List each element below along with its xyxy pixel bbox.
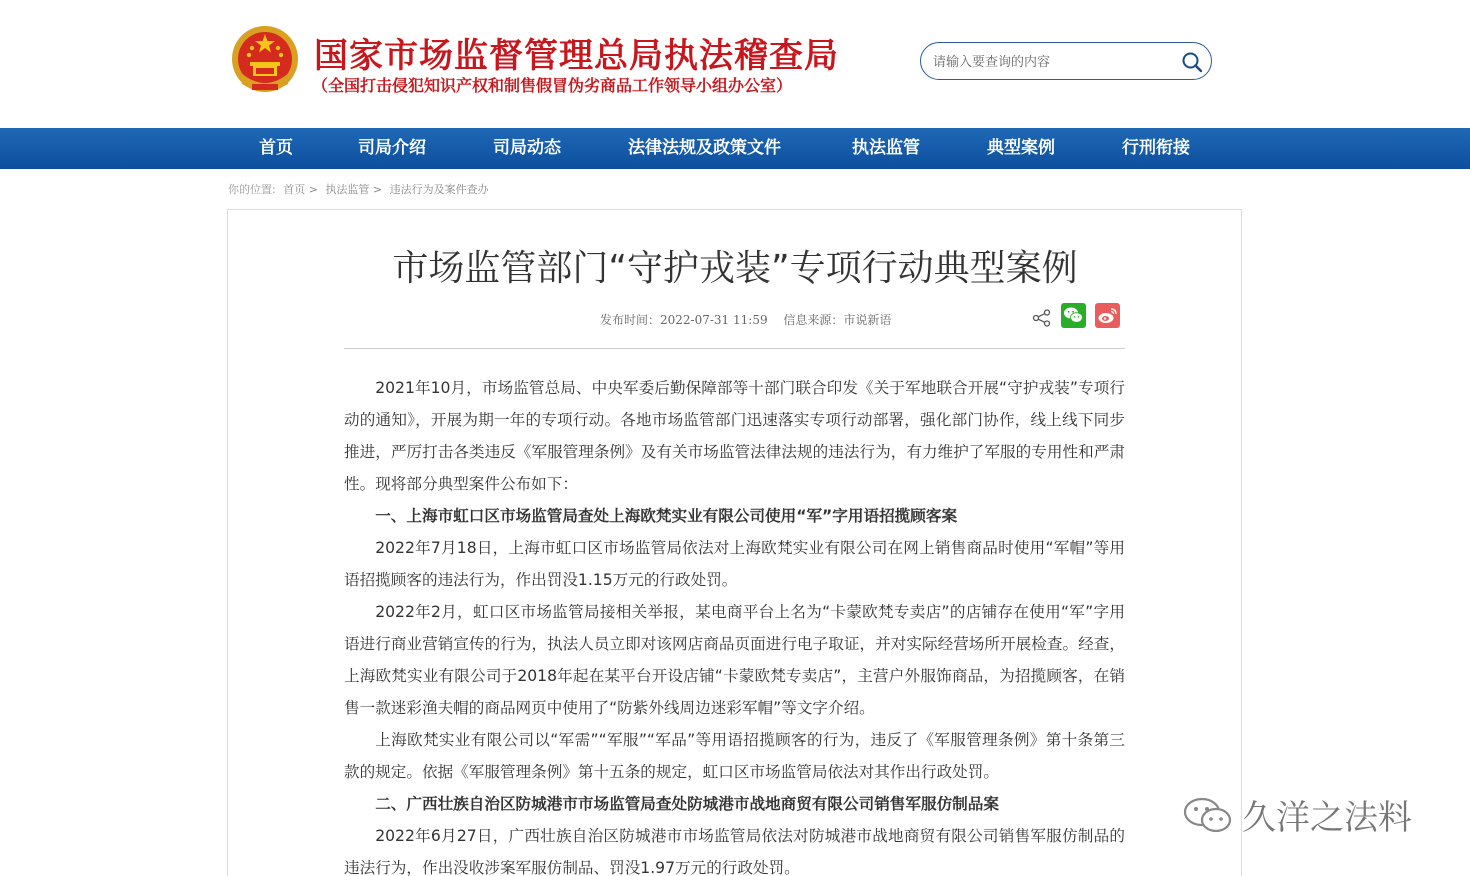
search-icon[interactable] xyxy=(1181,51,1203,73)
wechat-share-icon[interactable] xyxy=(1061,303,1086,328)
breadcrumb-violations[interactable]: 违法行为及案件查办 xyxy=(389,183,489,196)
article-title: 市场监管部门“守护戎装”专项行动典型案例 xyxy=(392,248,1078,289)
article-meta xyxy=(600,311,903,328)
nav-item-bureau-news[interactable]: 司局动态 xyxy=(493,138,561,158)
title-divider xyxy=(344,348,1125,349)
case-heading-2: 二、广西壮族自治区防城港市市场监管局查处防城港市战地商贸有限公司销售军服仿制品案 xyxy=(375,795,999,813)
watermark-text: 久洋之法料 xyxy=(1242,798,1412,838)
breadcrumb-prefix: 你的位置: xyxy=(228,183,276,196)
nav-item-typical-cases[interactable]: 典型案例 xyxy=(987,138,1055,158)
national-emblem-icon[interactable] xyxy=(230,24,300,96)
nav-item-laws-policies[interactable]: 法律法规及政策文件 xyxy=(628,138,781,158)
nav-item-home[interactable]: 首页 xyxy=(259,138,293,158)
weibo-share-icon[interactable] xyxy=(1095,303,1120,328)
breadcrumb xyxy=(228,181,493,197)
publish-time: 发布时间：2022-07-31 11:59 xyxy=(600,313,768,327)
watermark xyxy=(1180,788,1460,838)
paragraph-case1-summary: 2022年7月18日，上海市虹口区市场监管局依法对上海欧梵实业有限公司在网上销售商品时使用“军帽”等用语招揽顾客的违法行为，作出罚没1.15万元的行政处罚。 xyxy=(344,539,1125,589)
site-title: 国家市场监督管理总局执法稽查局 xyxy=(314,36,839,76)
nav-item-bureau-intro[interactable]: 司局介绍 xyxy=(358,138,426,158)
site-subtitle: （全国打击侵犯知识产权和制售假冒伪劣商品工作领导小组办公室） xyxy=(312,76,793,95)
breadcrumb-home[interactable]: 首页 > xyxy=(283,183,318,196)
paragraph-case1-detail: 2022年2月，虹口区市场监管局接相关举报，某电商平台上名为“卡蒙欧梵专卖店”的店铺存在使用“军”字用语进行商业营销宣传的行为，执法人员立即对该网店商品页面进行电子取证，并对实际经营场所开展检查。经查，上海欧梵实业有限公司于2018年起在某平台开设店铺“卡蒙欧梵专卖店”，主营户外服饰商品，为招揽顾客，在销售一款迷彩渔夫帽的商品网页中使用了“防紫外线周边迷彩军帽”等文字介绍。 xyxy=(344,603,1125,717)
wechat-watermark-icon xyxy=(1180,794,1238,836)
paragraph-intro: 2021年10月，市场监管总局、中央军委后勤保障部等十部门联合印发《关于军地联合开展“守护戎装”专项行动的通知》，开展为期一年的专项行动。各地市场监管部门迅速落实专项行动部署，强化部门协作，线上线下同步推进，严厉打击各类违反《军服管理条例》及有关市场监管法律法规的违法行为，有力维护了军服的专用性和严肃性。现将部分典型案件公布如下： xyxy=(344,379,1125,493)
breadcrumb-enforcement[interactable]: 执法监管 > xyxy=(325,183,383,196)
search-box xyxy=(920,42,1212,80)
article-content xyxy=(344,372,1125,876)
paragraph-case1-ruling: 上海欧梵实业有限公司以“军需”“军服”“军品”等用语招揽顾客的行为，违反了《军服管理条例》第十条第三款的规定。依据《军服管理条例》第十五条的规定，虹口区市场监管局依法对其作出行政处罚。 xyxy=(344,731,1125,781)
site-header xyxy=(0,0,1470,128)
info-source: 信息来源：市说新语 xyxy=(783,313,892,327)
search-input[interactable] xyxy=(933,51,1173,73)
paragraph-case2-summary: 2022年6月27日，广西壮族自治区防城港市市场监管局依法对防城港市战地商贸有限公司销售军服仿制品的违法行为，作出没收涉案军服仿制品、罚没1.97万元的行政处罚。 xyxy=(344,827,1125,876)
nav-item-criminal-link[interactable]: 行刑衔接 xyxy=(1122,138,1190,158)
main-nav xyxy=(0,128,1470,169)
share-icon[interactable] xyxy=(1032,309,1052,327)
nav-item-enforcement[interactable]: 执法监管 xyxy=(852,138,920,158)
case-heading-1: 一、上海市虹口区市场监管局查处上海欧梵实业有限公司使用“军”字用语招揽顾客案 xyxy=(375,507,958,525)
